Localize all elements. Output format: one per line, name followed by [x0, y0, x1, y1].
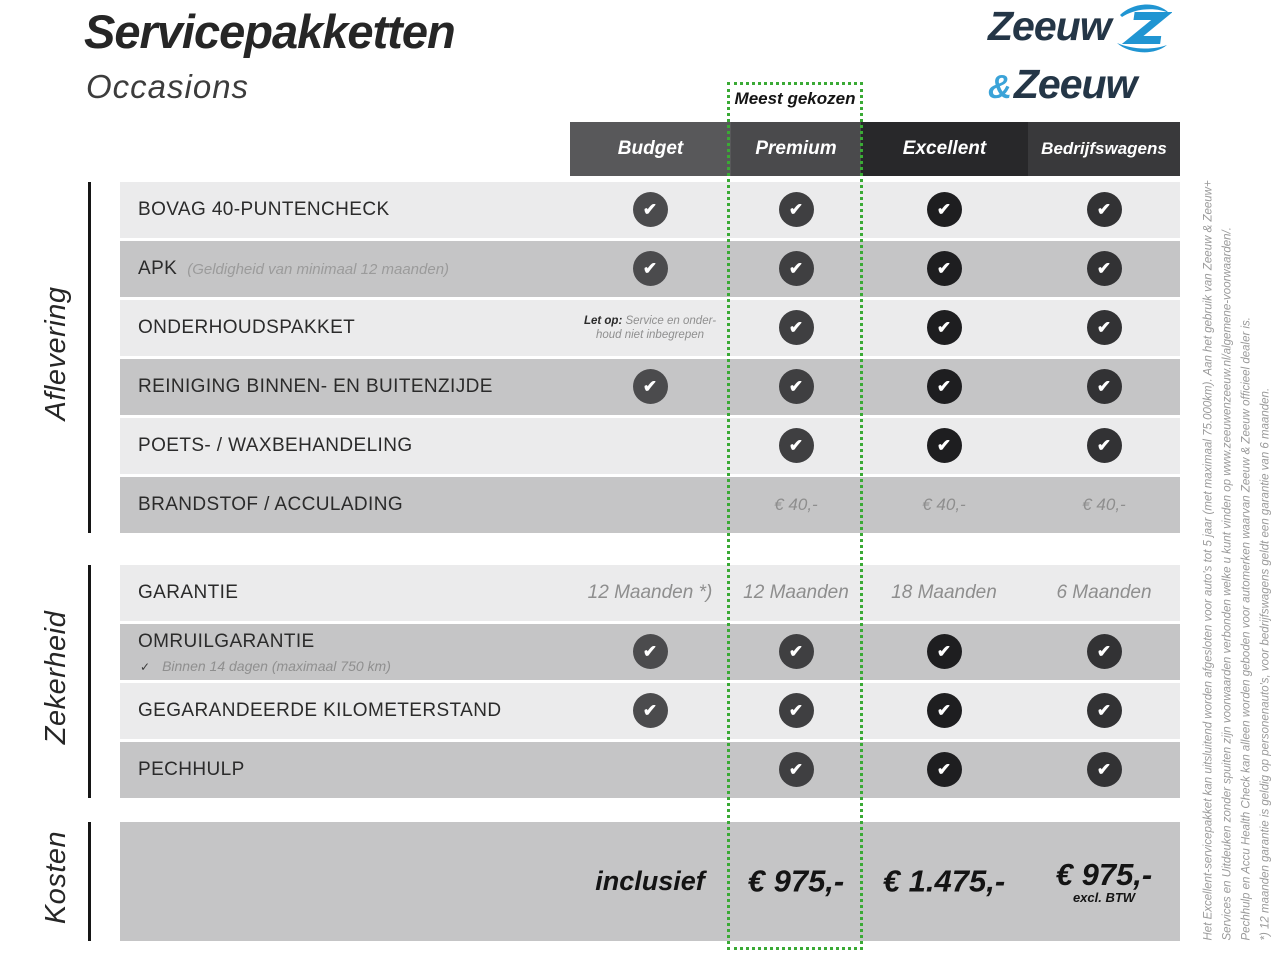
column-header-bedrijfswagens: Bedrijfswagens: [1028, 122, 1180, 176]
check-icon: ✔: [1087, 310, 1122, 345]
check-icon: ✔: [1087, 251, 1122, 286]
page-subtitle: Occasions: [86, 68, 250, 105]
cell-value: € 40,-: [774, 495, 818, 514]
check-icon: ✔: [779, 428, 814, 463]
section-label-zekerheid: Zekerheid: [39, 610, 72, 745]
row-label: REINIGING BINNEN- EN BUITENZIJDE: [138, 376, 493, 397]
check-icon: ✔: [927, 192, 962, 227]
section-label-aflevering: Aflevering: [39, 286, 72, 421]
check-icon: ✔: [1087, 752, 1122, 787]
fineprint-line: *) 12 maanden garantie is geldig op personenauto's, voor bedrijfswagens geldt een garantie van 6 maanden.: [1259, 387, 1272, 941]
fineprint-line: Het Excellent-servicepakket kan uitsluitend worden afgesloten voor auto's tot 5 jaar (met maximaal 75.000km). Aan het gebruik van Zeeuw & Zeeuw+: [1202, 180, 1215, 941]
cell-value: € 40,-: [922, 495, 966, 514]
small-check-icon: ✓: [140, 660, 151, 674]
row-label: PECHHULP: [138, 759, 245, 780]
check-icon: ✔: [927, 369, 962, 404]
check-icon: ✔: [927, 310, 962, 345]
check-icon: ✔: [633, 369, 668, 404]
row-sublabel: ✓ Binnen 14 dagen (maximaal 750 km): [140, 658, 391, 674]
section-label-kosten: Kosten: [39, 830, 72, 925]
row-label: GARANTIE: [138, 582, 239, 603]
fineprint-line: Services en Uitdeuken zonder spuiten zijn voorwaarden verbonden welke u kunt vinden op www.zeeuwenzeeuw.nl/algemene-voorwaarden/.: [1221, 227, 1234, 941]
row-label: GEGARANDEERDE KILOMETERSTAND: [138, 700, 502, 721]
column-header-premium: Premium: [731, 122, 861, 176]
zeeuw-en-zeeuw-logo: [988, 3, 1172, 107]
row-label: BOVAG 40-PUNTENCHECK: [138, 199, 390, 220]
row-label: OMRUILGARANTIE ✓ Binnen 14 dagen (maximaal 750 km): [138, 631, 391, 674]
check-icon: ✔: [779, 369, 814, 404]
check-icon: ✔: [779, 310, 814, 345]
check-icon: ✔: [633, 251, 668, 286]
check-icon: ✔: [779, 752, 814, 787]
check-icon: ✔: [1087, 369, 1122, 404]
logo-word-2: Zeeuw: [1013, 61, 1137, 107]
check-icon: ✔: [927, 251, 962, 286]
section-divider-line: [88, 182, 91, 533]
check-icon: ✔: [1087, 428, 1122, 463]
fineprint-text: [1200, 106, 1276, 941]
cell-value: 18 Maanden: [891, 582, 997, 603]
check-icon: ✔: [1087, 634, 1122, 669]
check-icon: ✔: [1087, 693, 1122, 728]
section-divider-line: [88, 822, 91, 941]
check-icon: ✔: [633, 693, 668, 728]
cell-note: Let op: Service en onder- houd niet inbegrepen: [583, 315, 717, 341]
cell-value: 12 Maanden *): [587, 582, 713, 603]
column-header-excellent: Excellent: [861, 122, 1028, 176]
meest-gekozen-label: Meest gekozen: [734, 89, 856, 108]
table-row: [120, 182, 1180, 238]
check-icon: ✔: [927, 428, 962, 463]
cell-value: € 40,-: [1082, 495, 1126, 514]
cell-value: 12 Maanden: [743, 582, 849, 603]
logo-ampersand: &: [988, 68, 1012, 105]
row-label: BRANDSTOF / ACCULADING: [138, 494, 403, 515]
table-row: [120, 418, 1180, 474]
table-row: [120, 477, 1180, 533]
logo-word-1: Zeeuw: [988, 3, 1111, 49]
check-icon: ✔: [927, 693, 962, 728]
check-icon: ✔: [927, 752, 962, 787]
check-icon: ✔: [927, 634, 962, 669]
check-icon: ✔: [779, 634, 814, 669]
table-row: [120, 300, 1180, 356]
row-label: APK (Geldigheid van minimaal 12 maanden): [138, 258, 450, 279]
cost-budget-value: inclusief: [595, 866, 705, 896]
check-icon: ✔: [633, 192, 668, 227]
table-row: [120, 742, 1180, 798]
page-title: Servicepakketten: [84, 5, 455, 58]
table-row: [120, 683, 1180, 739]
row-label: POETS- / WAXBEHANDELING: [138, 435, 413, 456]
z-swoosh-icon: [1114, 2, 1172, 58]
cost-row: [120, 822, 1180, 941]
logo-line-1: [988, 3, 1172, 62]
table-row: [120, 624, 1180, 680]
check-icon: ✔: [779, 693, 814, 728]
table-row: [120, 241, 1180, 297]
fineprint-line: Pechhulp en Accu Health Check kan alleen worden geboden voor automerken waarvan Zeeuw & Zeeuw officieel dealer is.: [1240, 317, 1253, 941]
logo-line-2: [988, 61, 1172, 107]
row-label: ONDERHOUDSPAKKET: [138, 317, 356, 338]
package-price: € 975,- excl. BTW: [1004, 858, 1204, 904]
row-sublabel: (Geldigheid van minimaal 12 maanden): [187, 261, 450, 278]
section-divider-line: [88, 565, 91, 798]
check-icon: ✔: [633, 634, 668, 669]
table-row: [120, 565, 1180, 621]
package-price: € 1.475,-: [882, 863, 1006, 899]
column-header-budget: Budget: [570, 122, 731, 176]
check-icon: ✔: [779, 251, 814, 286]
check-icon: ✔: [1087, 192, 1122, 227]
check-icon: ✔: [779, 192, 814, 227]
price-sub-note: excl. BTW: [1072, 889, 1136, 905]
package-price: € 975,-: [747, 863, 845, 899]
table-row: [120, 359, 1180, 415]
cell-value: 6 Maanden: [1056, 582, 1152, 603]
